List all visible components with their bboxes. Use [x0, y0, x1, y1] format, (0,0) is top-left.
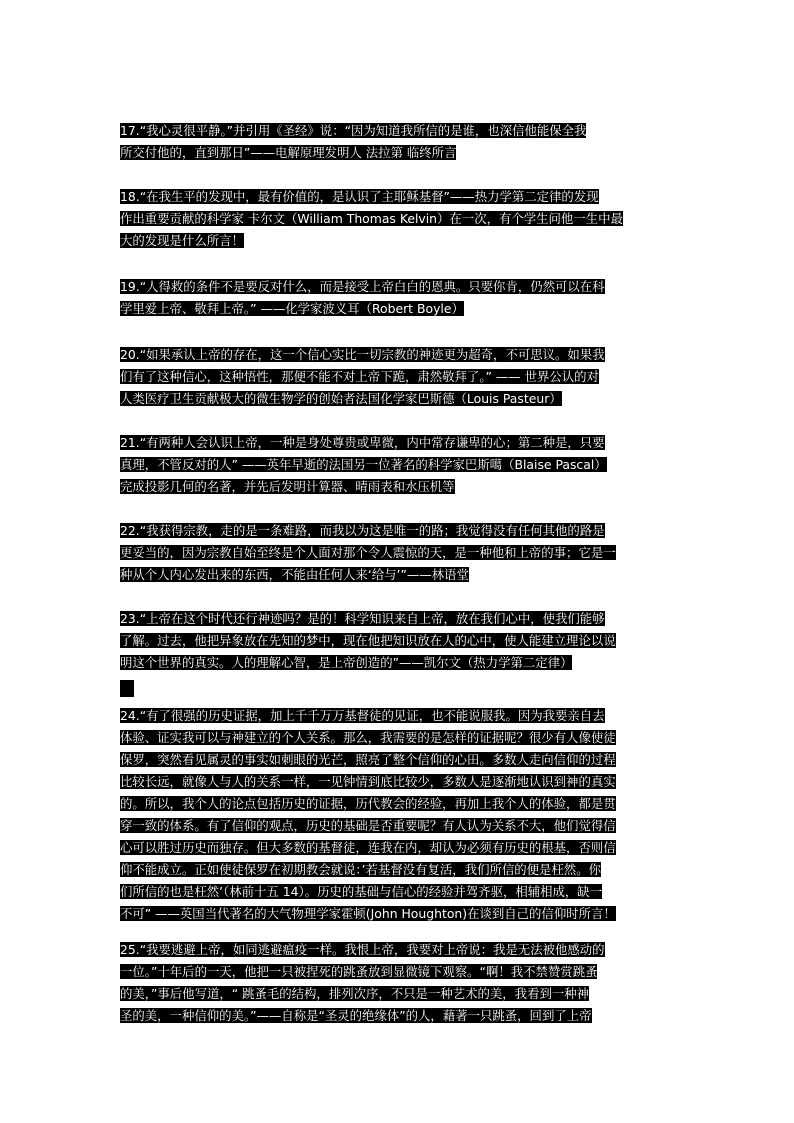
highlighted-text: 圣的美，一种信仰的美。”——自称是“圣灵的绝缘体”的人，藉著一只跳蚤，回到了上帝 — [120, 1008, 592, 1023]
text-line — [120, 608, 680, 629]
text-line — [120, 366, 680, 387]
highlighted-text: 更妥当的，因为宗教自始至终是个人面对那个令人震惊的天，是一种他和上帝的事；它是一 — [120, 545, 616, 560]
quote-paragraph-17 — [120, 120, 680, 164]
text-line — [120, 961, 680, 982]
highlighted-text: 的美，”事后他写道，“ 跳蚤毛的结构，排列次序，不只是一种艺术的美，我看到一种神 — [120, 986, 590, 1001]
highlighted-text: 23.“上帝在这个时代还行神迹吗？是的！科学知识来自上帝，放在我们心中，使我们能够 — [120, 611, 605, 626]
text-line — [120, 983, 680, 1004]
highlighted-text: 们所信的也是枉然’（林前十五 14）。历史的基础与信心的经验并驾齐驱，相辅相成，缺一 — [120, 884, 603, 899]
highlighted-text: 的。所以，我个人的论点包括历史的证据，历代教会的经验，再加上我个人的体验，都是贯 — [120, 796, 616, 811]
text-line — [120, 837, 680, 858]
quote-paragraph-24 — [120, 705, 680, 925]
highlighted-text: 25.“我要逃避上帝，如同逃避瘟疫一样。我恨上帝，我要对上帝说：我是无法被他感动的 — [120, 942, 605, 957]
text-line — [120, 276, 680, 297]
highlighted-text: 穿一致的体系。有了信仰的观点，历史的基础是否重要呢？有人认为关系不大，他们觉得信 — [120, 818, 616, 833]
highlighted-text: 完成投影几何的名著，并先后发明计算器、晴雨表和水压机等 — [120, 479, 455, 494]
highlighted-text: 种从个人内心发出来的东西，不能由任何人来‘给与’”——林语堂 — [120, 567, 469, 582]
text-line — [120, 652, 680, 673]
text-line — [120, 793, 680, 814]
quote-paragraph-19 — [120, 276, 680, 320]
quote-paragraph-25 — [120, 939, 680, 1027]
highlighted-text: 真理，不管反对的人” ——英年早逝的法国另一位著名的科学家巴斯噶（Blaise Pascal） — [120, 457, 607, 472]
highlighted-text: 比较长远，就像人与人的关系一样，一见钟情到底比较少，多数人是逐渐地认识到神的真实 — [120, 774, 616, 789]
highlighted-text: 19.“人得救的条件不是要反对什么，而是接受上帝白白的恩典。只要你肯，仍然可以在科 — [120, 279, 605, 294]
quote-paragraph-22 — [120, 520, 680, 586]
text-line — [120, 881, 680, 902]
quote-paragraph-20 — [120, 344, 680, 410]
text-line — [120, 344, 680, 365]
quote-paragraph-23 — [120, 608, 680, 674]
text-line — [120, 705, 680, 726]
text-line — [120, 432, 680, 453]
text-line — [120, 142, 680, 163]
text-line — [120, 771, 680, 792]
highlighted-text: 22.“我获得宗教，走的是一条难路，而我以为这是唯一的路；我觉得没有任何其他的路是 — [120, 523, 605, 538]
highlighted-text: 明这个世界的真实。人的理解心智，是上帝创造的”——凯尔文（热力学第二定律） — [120, 655, 573, 670]
empty-highlight-block — [120, 680, 134, 697]
highlighted-text: 体验、证实我可以与神建立的个人关系。那么，我需要的是怎样的证据呢？很少有人像使徒 — [120, 730, 616, 745]
highlighted-text: 21.“有两种人会认识上帝，一种是身处尊贵或卑微，内中常存谦卑的心；第二种是，只要 — [120, 435, 605, 450]
text-line — [120, 564, 680, 585]
highlighted-text: 作出重要贡献的科学家 卡尔文（William Thomas Kelvin）在一次，有个学生问他一生中最 — [120, 211, 623, 226]
text-line — [120, 120, 680, 141]
highlighted-text: 心可以胜过历史而独存。但大多数的基督徒，连我在内，却认为必须有历史的根基，否则信 — [120, 840, 616, 855]
text-line — [120, 520, 680, 541]
text-line — [120, 1005, 680, 1026]
highlighted-text: 所交付他的，直到那日”——电解原理发明人 法拉第 临终所言 — [120, 145, 457, 160]
text-line — [120, 186, 680, 207]
highlighted-text: 了解。过去，他把异象放在先知的梦中，现在他把知识放在人的心中，使人能建立理论以说 — [120, 633, 616, 648]
highlighted-text: 学里爱上帝、敬拜上帝。” ——化学家波义耳（Robert Boyle） — [120, 301, 464, 316]
highlighted-text: 保罗，突然看见属灵的事实如刺眼的光芒，照亮了整个信仰的心田。多数人走向信仰的过程 — [120, 752, 616, 767]
highlighted-text: 不可” ——英国当代著名的大气物理学家霍顿(John Houghton)在谈到自己的信仰时所言！ — [120, 906, 616, 921]
text-line — [120, 815, 680, 836]
highlighted-text: 仰不能成立。正如使徒保罗在初期教会就说：’若基督没有复活，我们所信的便是枉然。你 — [120, 862, 601, 877]
text-line — [120, 298, 680, 319]
highlighted-text: 20.“如果承认上帝的存在，这一个信心实比一切宗教的神迹更为超奇，不可思议。如果我 — [120, 347, 605, 362]
highlighted-text: 18.“在我生平的发现中，最有价值的，是认识了主耶稣基督”——热力学第二定律的发现 — [120, 189, 599, 204]
text-line — [120, 903, 680, 924]
highlighted-text: 24.“有了很强的历史证据，加上千千万万基督徒的见证，也不能说服我。因为我要亲自去 — [120, 708, 605, 723]
text-line — [120, 454, 680, 475]
text-line — [120, 749, 680, 770]
text-line — [120, 630, 680, 651]
highlighted-text: 大的发现是什么所言！ — [120, 233, 244, 248]
highlighted-text: 17.“我心灵很平静。”并引用《圣经》说：“因为知道我所信的是谁，也深信他能保全我 — [120, 123, 587, 138]
highlighted-text: 人类医疗卫生贡献极大的微生物学的创始者法国化学家巴斯德（Louis Pasteur） — [120, 391, 562, 406]
text-line — [120, 230, 680, 251]
text-line — [120, 859, 680, 880]
text-line — [120, 542, 680, 563]
text-line — [120, 388, 680, 409]
text-line — [120, 476, 680, 497]
quote-paragraph-21 — [120, 432, 680, 498]
quote-paragraph-18 — [120, 186, 680, 252]
highlighted-text: 们有了这种信心，这种悟性，那便不能不对上帝下跪，肃然敬拜了。” —— 世界公认的对 — [120, 369, 599, 384]
text-line — [120, 208, 680, 229]
text-line — [120, 939, 680, 960]
text-line — [120, 727, 680, 748]
highlighted-text: 一位。”十年后的一天，他把一只被捏死的跳蚤放到显微镜下观察。“啊！我不禁赞赏跳蚤 — [120, 964, 598, 979]
